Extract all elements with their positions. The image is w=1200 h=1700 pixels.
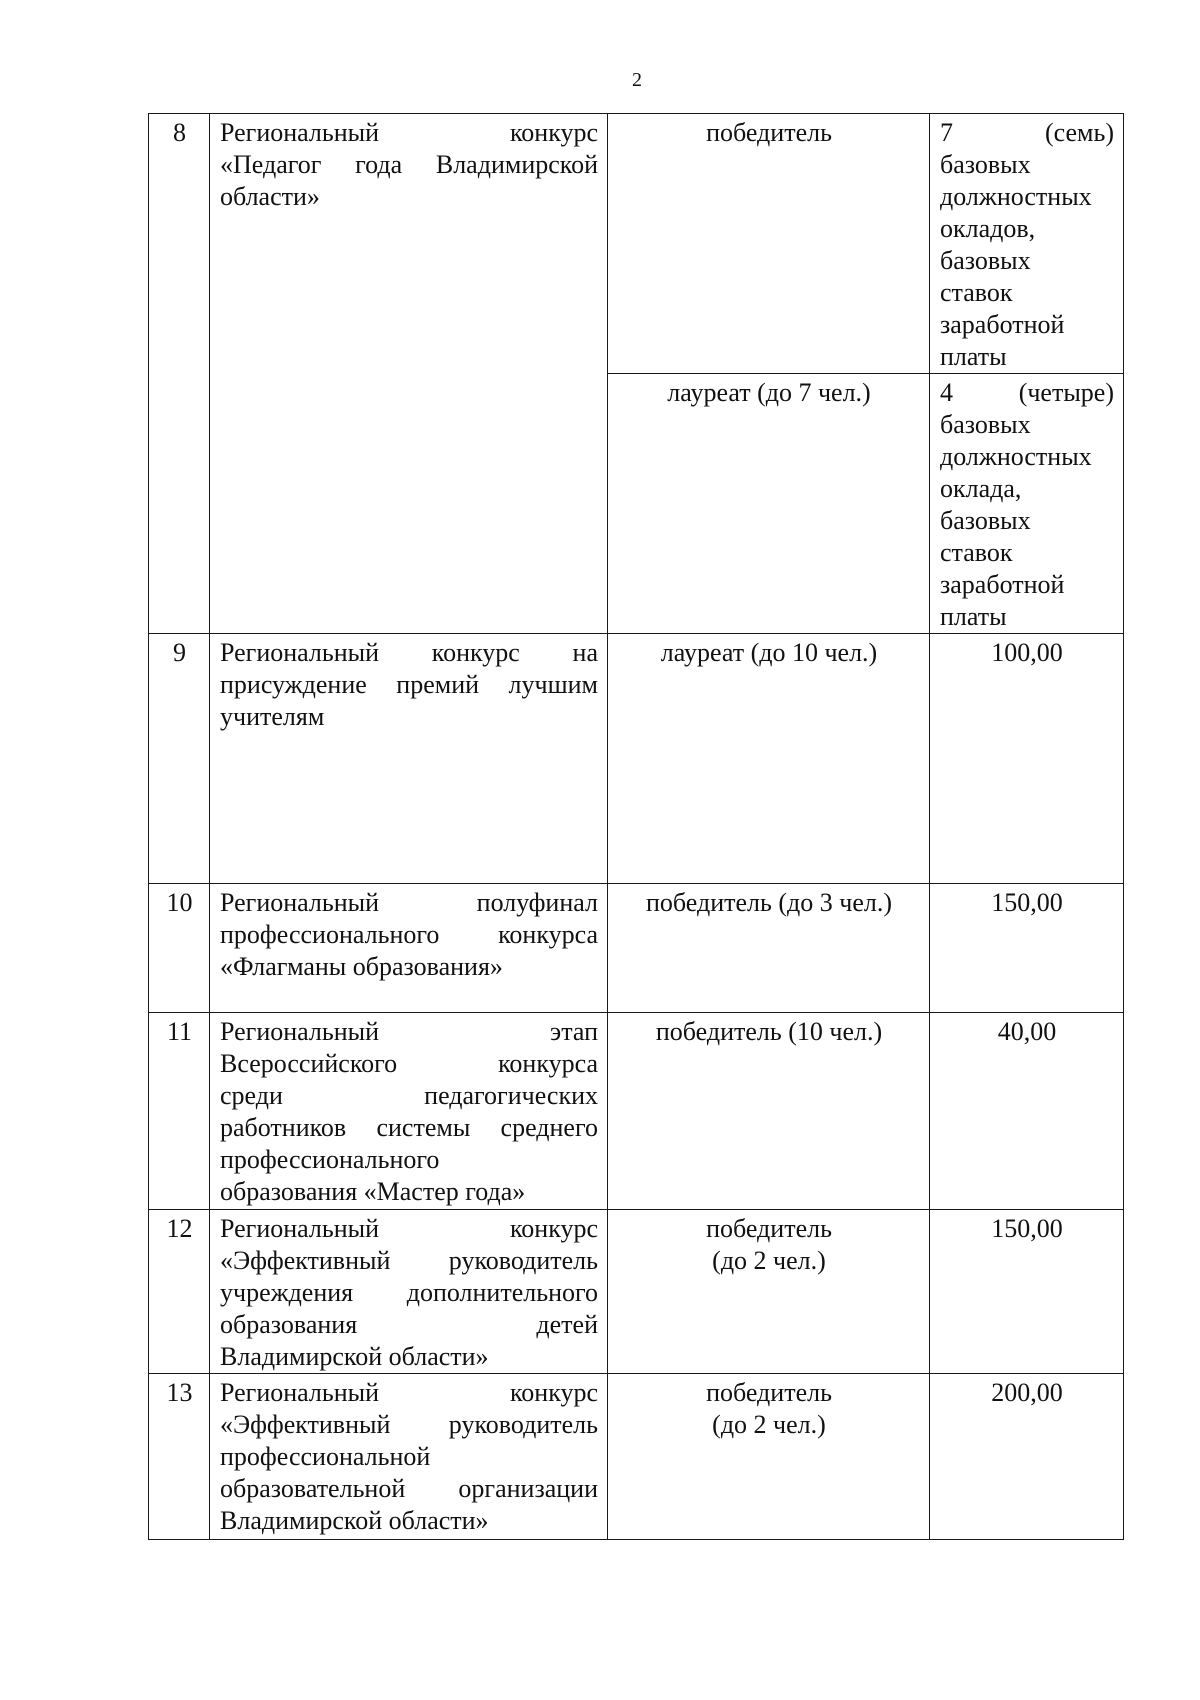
contest-name: Региональный конкурс «Педагог года Владимирской области» xyxy=(210,114,608,634)
page-number: 2 xyxy=(632,69,642,91)
contest-name: Региональный конкурс «Эффективный руководитель учреждения дополнительного образования детей Владимирской области» xyxy=(210,1210,608,1374)
contest-name: Региональный полуфинал профессионального конкурса «Флагманы образования» xyxy=(210,884,608,1013)
contest-name: Региональный этап Всероссийского конкурса среди педагогических работников системы среднего профессионального образования «Мастер года» xyxy=(210,1013,608,1210)
award-status: победитель (до 2 чел.) xyxy=(608,1210,930,1374)
award-amount: 4 (четыре) базовых должностных оклада, базовых ставок заработной платы xyxy=(930,374,1124,634)
table-row xyxy=(149,1210,1124,1374)
award-amount: 40,00 xyxy=(930,1013,1124,1210)
row-number: 10 xyxy=(149,884,210,1013)
award-status: лауреат (до 10 чел.) xyxy=(608,634,930,884)
row-number: 13 xyxy=(149,1374,210,1540)
contest-name: Региональный конкурс «Эффективный руководитель профессиональной образовательной организации Владимирской области» xyxy=(210,1374,608,1540)
row-number: 12 xyxy=(149,1210,210,1374)
award-status: победитель (до 3 чел.) xyxy=(608,884,930,1013)
row-number: 8 xyxy=(149,114,210,634)
award-amount: 150,00 xyxy=(930,1210,1124,1374)
award-status: лауреат (до 7 чел.) xyxy=(608,374,930,634)
award-status: победитель xyxy=(608,114,930,374)
award-status: победитель (10 чел.) xyxy=(608,1013,930,1210)
award-status: победитель (до 2 чел.) xyxy=(608,1374,930,1540)
award-amount: 200,00 xyxy=(930,1374,1124,1540)
table-row xyxy=(149,1013,1124,1210)
table-row xyxy=(149,114,1124,374)
table-row xyxy=(149,1374,1124,1540)
table-row xyxy=(149,884,1124,1013)
table-row xyxy=(149,634,1124,884)
award-amount: 150,00 xyxy=(930,884,1124,1013)
award-amount: 100,00 xyxy=(930,634,1124,884)
awards-table xyxy=(148,113,1124,1540)
award-amount: 7 (семь) базовых должностных окладов, базовых ставок заработной платы xyxy=(930,114,1124,374)
row-number: 9 xyxy=(149,634,210,884)
row-number: 11 xyxy=(149,1013,210,1210)
contest-name: Региональный конкурс на присуждение премий лучшим учителям xyxy=(210,634,608,884)
